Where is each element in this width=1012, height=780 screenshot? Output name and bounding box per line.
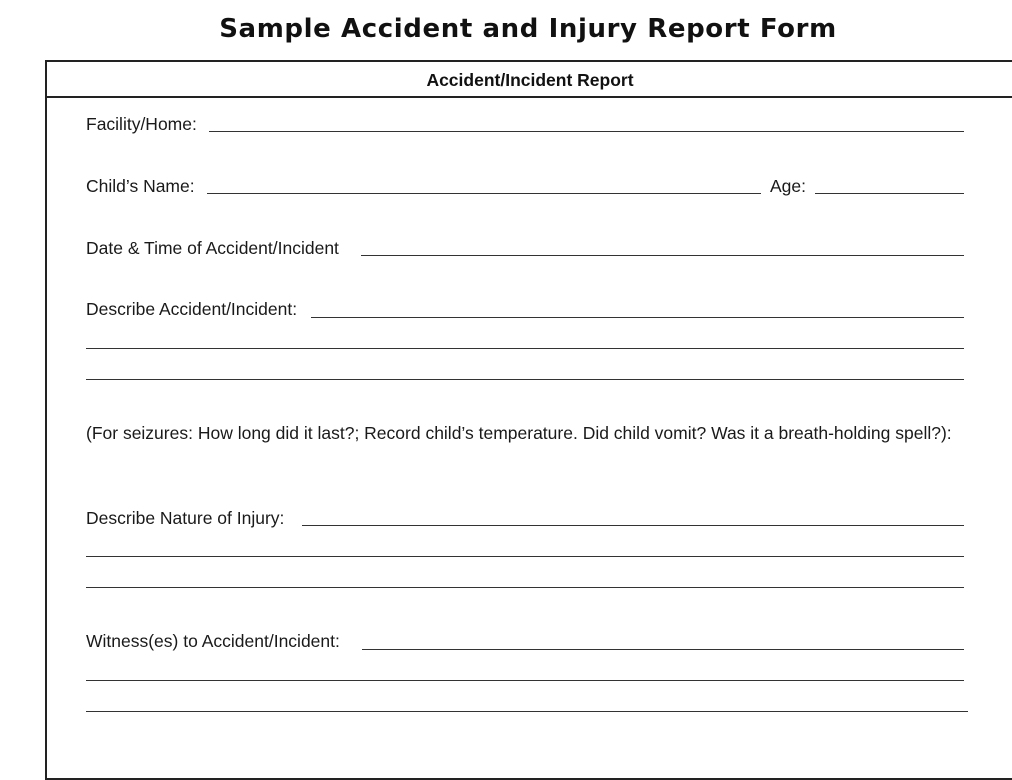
age-line[interactable] bbox=[815, 193, 964, 194]
report-form-box bbox=[45, 60, 1012, 780]
date-time-line[interactable] bbox=[361, 255, 964, 256]
form-header-title: Accident/Incident Report bbox=[426, 70, 634, 90]
witnesses-line-2[interactable] bbox=[86, 680, 964, 681]
form-header-band bbox=[47, 62, 1012, 98]
seizure-note: (For seizures: How long did it last?; Record child’s temperature. Did child vomit? Was it a breath-holding spell?): bbox=[86, 423, 952, 443]
describe-incident-line-2[interactable] bbox=[86, 348, 964, 349]
nature-of-injury-line-1[interactable] bbox=[302, 525, 964, 526]
date-time-label: Date & Time of Accident/Incident bbox=[86, 238, 339, 258]
describe-incident-line-1[interactable] bbox=[311, 317, 964, 318]
witnesses-line-3[interactable] bbox=[86, 711, 968, 712]
describe-incident-line-3[interactable] bbox=[86, 379, 964, 380]
witnesses-line-1[interactable] bbox=[362, 649, 964, 650]
nature-of-injury-line-3[interactable] bbox=[86, 587, 964, 588]
child-name-line[interactable] bbox=[207, 193, 761, 194]
age-label: Age: bbox=[770, 176, 806, 196]
nature-of-injury-line-2[interactable] bbox=[86, 556, 964, 557]
witnesses-label: Witness(es) to Accident/Incident: bbox=[86, 631, 340, 651]
child-name-label: Child’s Name: bbox=[86, 176, 195, 196]
describe-incident-label: Describe Accident/Incident: bbox=[86, 299, 298, 319]
page-title: Sample Accident and Injury Report Form bbox=[219, 14, 837, 44]
facility-home-line[interactable] bbox=[209, 131, 964, 132]
facility-home-label: Facility/Home: bbox=[86, 114, 197, 134]
nature-of-injury-label: Describe Nature of Injury: bbox=[86, 508, 285, 528]
